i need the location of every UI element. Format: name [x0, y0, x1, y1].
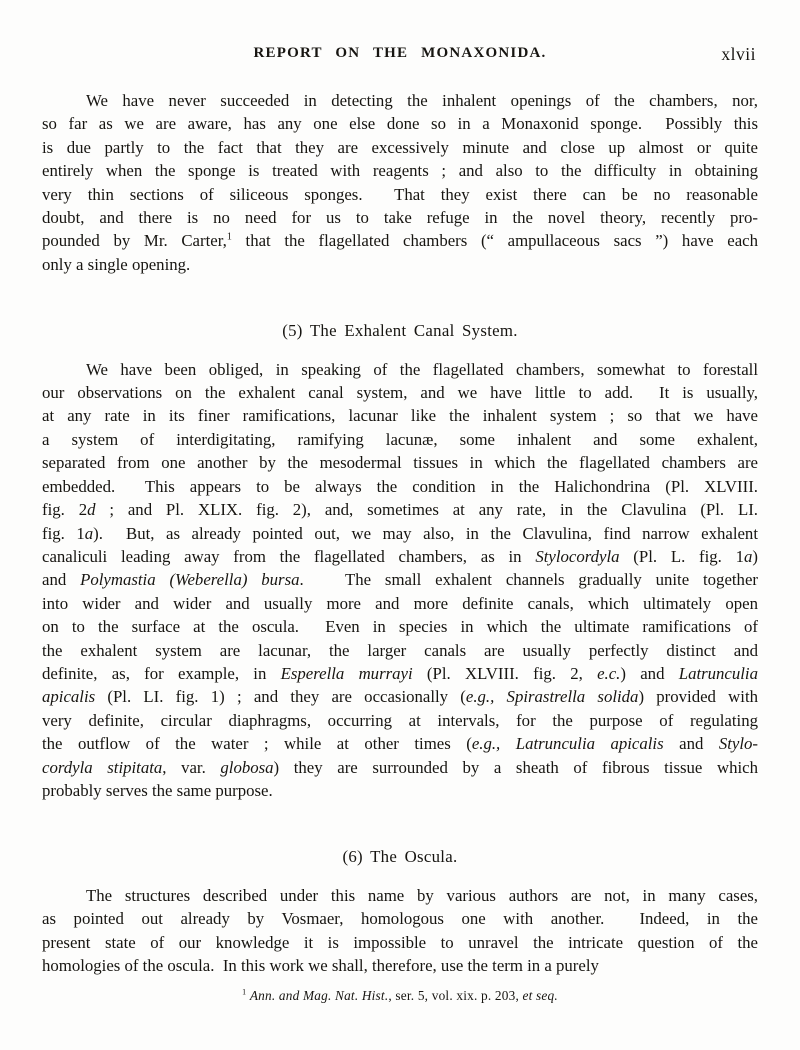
- text-line: [42, 685, 758, 708]
- text-line: [42, 428, 758, 451]
- text-line: [42, 931, 758, 954]
- text-run: definite, as, for example, in: [42, 663, 281, 683]
- text-run: so far as we are aware, has any one else done so in a Monaxonid sponge. Possibly this: [42, 114, 758, 134]
- text-run: homologies of the oscula. In this work we shall, therefore, use the term in a purely: [42, 956, 599, 975]
- italic-text-run: Stylocordyla: [535, 546, 620, 566]
- text-run: that the flagellated chambers (“ ampullaceous sacs ”) have each: [231, 231, 759, 251]
- text-run: and: [42, 570, 81, 590]
- italic-text-run: Latrunculia apicalis: [515, 734, 664, 754]
- text-run: ) they are surrounded by a sheath of fibrous tissue which: [273, 757, 758, 777]
- text-run: (Pl. L. fig. 1: [619, 546, 745, 566]
- text-run: ): [752, 546, 759, 566]
- text-line: [42, 498, 758, 521]
- text-run: canaliculi leading away from the flagellated chambers, as in: [42, 546, 536, 566]
- text-run: doubt, and there is no need for us to take refuge in the novel theory, recently pro-: [42, 208, 758, 228]
- text-line: [42, 662, 758, 685]
- text-run: pounded by Mr. Carter,: [42, 231, 227, 251]
- text-run: , var.: [162, 757, 221, 777]
- italic-text-run: Ann. and Mag. Nat. Hist.: [249, 988, 389, 1004]
- footnote: [42, 988, 758, 1004]
- text-line: [42, 732, 758, 755]
- text-line: [42, 136, 758, 159]
- text-run: ; and Pl. XLIX. fig. 2), and, sometimes at any rate, in the Clavulina (Pl. LI.: [95, 500, 758, 520]
- italic-text-run: globosa: [220, 757, 274, 777]
- text-line: [42, 884, 758, 907]
- text-line: [42, 907, 758, 930]
- text-run: ) provided with: [638, 687, 759, 707]
- text-line: [42, 206, 758, 229]
- running-header: [42, 44, 758, 62]
- text-line: [42, 89, 758, 112]
- footnote-marker: 1: [226, 231, 232, 243]
- italic-text-run: a: [84, 523, 94, 543]
- text-line: [42, 545, 758, 568]
- text-column: [42, 89, 758, 977]
- text-run: ). But, as already pointed out, we may also, in the Clavulina, find narrow exhalent: [93, 523, 758, 543]
- text-run: ) and: [620, 663, 679, 683]
- text-line: [42, 183, 758, 206]
- text-line: [42, 522, 758, 545]
- text-run: present state of our knowledge it is impossible to unravel the intricate question of the: [42, 932, 758, 952]
- text-line: [42, 954, 758, 977]
- italic-text-run: Esperella murrayi: [280, 663, 413, 683]
- text-run: fig. 2: [42, 500, 88, 520]
- paragraph-oscula: [42, 884, 758, 978]
- section-heading-oscula: (6) The Oscula.: [342, 847, 458, 867]
- paragraph-exhalent-canal-system: [42, 358, 758, 803]
- italic-text-run: Stylo-: [718, 734, 759, 754]
- footnote-marker: 1: [242, 987, 247, 997]
- text-run: We have been obliged, in speaking of the flagellated chambers, somewhat to forestall: [86, 359, 758, 379]
- text-run: into wider and wider and usually more and more definite canals, which ultimately open: [42, 593, 758, 613]
- text-run: is due partly to the fact that they are excessively minute and close up almost or quite: [42, 137, 758, 157]
- text-run: [500, 734, 516, 753]
- text-line: [42, 568, 758, 591]
- text-run: separated from one another by the mesodermal tissues in which the flagellated chambers are: [42, 453, 758, 473]
- text-run: our observations on the exhalent canal system, and we have little to add. It is usually,: [42, 383, 758, 403]
- text-line: [42, 779, 758, 802]
- text-line: [42, 756, 758, 779]
- text-run: as pointed out already by Vosmaer, homologous one with another. Indeed, in the: [42, 909, 758, 929]
- text-run: the exhalent system are lacunar, the larger canals are usually perfectly distinct and: [42, 640, 758, 660]
- italic-text-run: Polymastia (Weberella) bursa: [80, 570, 300, 590]
- italic-text-run: cordyla stipitata: [42, 757, 163, 777]
- text-run: very definite, circular diaphragms, occurring at intervals, for the purpose of regulating: [42, 710, 758, 730]
- text-line: [42, 709, 758, 732]
- text-run: (Pl. XLVIII. fig. 2,: [412, 663, 598, 683]
- italic-text-run: a: [744, 546, 753, 566]
- text-line: [42, 451, 758, 474]
- text-run: very thin sections of siliceous sponges. That they exist there can be no reasonable: [42, 184, 758, 204]
- text-run: , ser. 5, vol. xix. p. 203,: [388, 988, 523, 1004]
- text-run: We have never succeeded in detecting the inhalent openings of the chambers, nor,: [86, 91, 758, 110]
- paragraph-inhalent-openings: [42, 89, 758, 276]
- text-run: entirely when the sponge is treated with reagents ; and also to the difficulty in obtaining: [42, 161, 758, 181]
- text-run: at any rate in its finer ramifications, lacunar like the inhalent system ; so that we have: [42, 406, 758, 426]
- italic-text-run: e.g.,: [471, 734, 501, 754]
- text-line: [42, 592, 758, 615]
- text-line: [42, 381, 758, 404]
- text-line: [42, 253, 758, 276]
- italic-text-run: e.g., Spirastrella solida: [465, 687, 639, 707]
- text-run: probably serves the same purpose.: [42, 780, 273, 800]
- text-line: [42, 229, 758, 252]
- text-line: [42, 475, 758, 498]
- text-run: and: [663, 734, 719, 754]
- text-line: [42, 615, 758, 638]
- text-line: [42, 112, 758, 135]
- text-run: The structures described under this name by various authors are not, in many cases,: [86, 885, 758, 905]
- text-line: [42, 159, 758, 182]
- text-run: only a single opening.: [42, 254, 191, 274]
- text-run: embedded. This appears to be always the condition in the Halichondrina (Pl. XLVIII.: [42, 476, 758, 496]
- text-run: on to the surface at the oscula. Even in species in which the ultimate ramifications of: [42, 617, 758, 637]
- text-line: [42, 639, 758, 662]
- text-run: fig. 1: [42, 523, 85, 543]
- italic-text-run: e.c.: [597, 663, 621, 683]
- italic-text-run: d: [87, 500, 96, 520]
- text-run: . The small exhalent channels gradually unite together: [299, 570, 758, 590]
- page-number: xlvii: [721, 44, 756, 64]
- italic-text-run: Latrunculia: [678, 663, 758, 683]
- text-run: a system of interdigitating, ramifying lacunæ, some inhalent and some exhalent,: [42, 429, 758, 449]
- running-head-title: REPORT ON THE MONAXONIDA.: [253, 45, 547, 61]
- section-heading-exhalent-canal-system: (5) The Exhalent Canal System.: [282, 321, 518, 341]
- text-run: the outflow of the water ; while at other times (: [42, 734, 472, 754]
- text-run: (Pl. LI. fig. 1) ; and they are occasionally (: [95, 687, 466, 707]
- text-line: [42, 358, 758, 381]
- text-line: [42, 404, 758, 427]
- italic-text-run: apicalis: [42, 687, 96, 707]
- italic-text-run: et seq.: [522, 988, 558, 1004]
